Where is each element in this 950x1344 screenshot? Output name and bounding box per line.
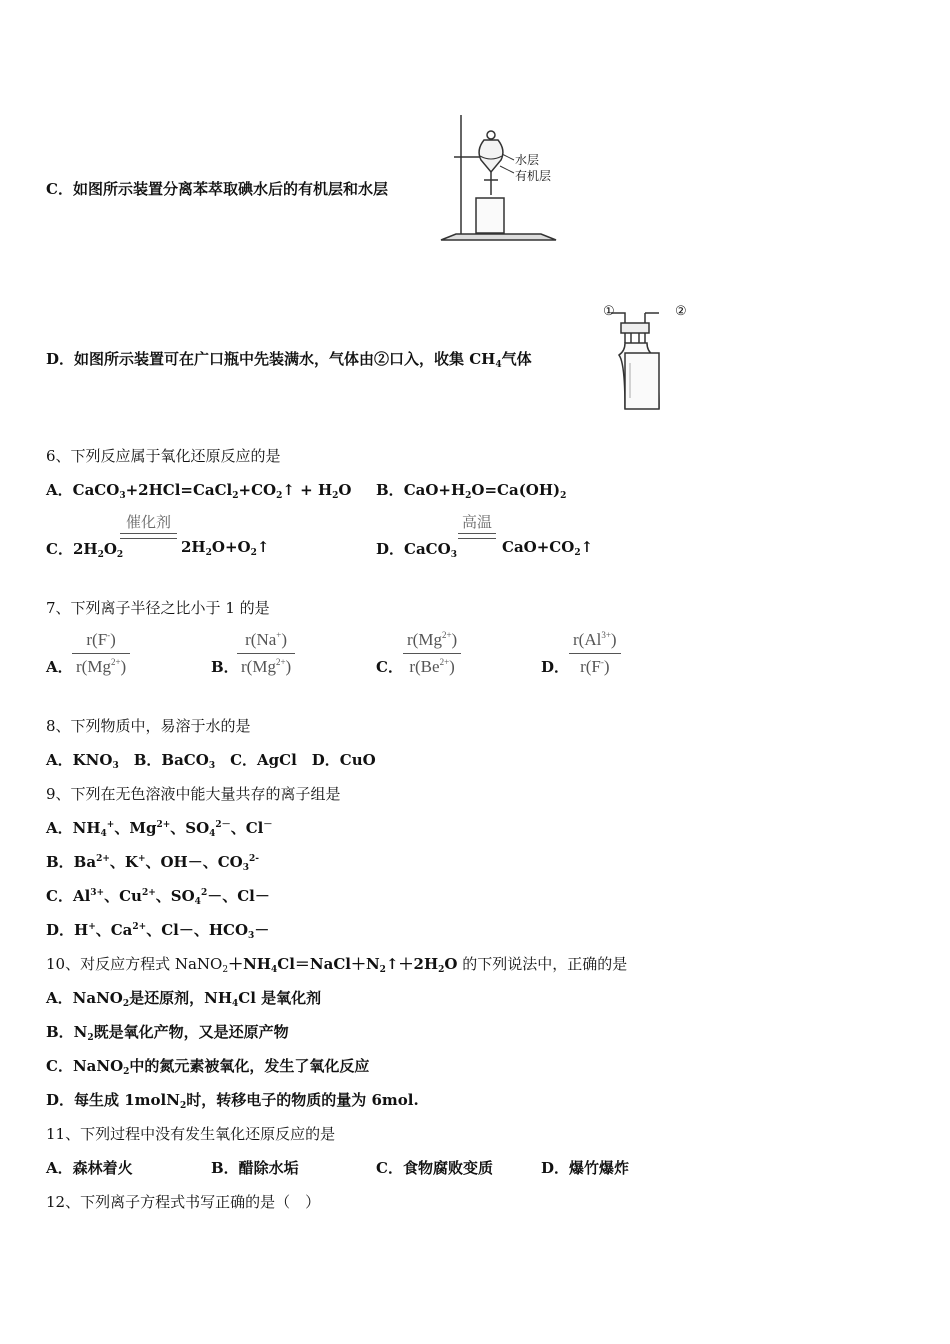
bottle-port-2: ② (675, 304, 687, 319)
q7-a-label: A． (46, 658, 73, 676)
q6-option-a: A．$CaCO_3+2HCl=CaCl_2+CO_2↑ + H_2O$ (46, 481, 352, 501)
q8-stem: 8、下列物质中，易溶于水的是 (46, 717, 251, 735)
q7-c-label: C． (376, 658, 403, 676)
q9-option-c: C．$Al^{3+}$、$Cu^{2+}$、$SO_4^2-$、Cl－ (46, 887, 270, 907)
q6-option-c: C．$2H_2O_2$ (46, 540, 124, 560)
q11-option-c: C．食物腐败变质 (376, 1159, 493, 1177)
q12-stem: 12、下列离子方程式书写正确的是（ ） (46, 1193, 321, 1211)
q7-stem: 7、下列离子半径之比小于 1 的是 (46, 599, 270, 617)
q11-option-b: B．醋除水垢 (211, 1159, 299, 1177)
q7-d-fraction: $\frac{r(Al^{3+})}{r(F^-)}$ (569, 630, 621, 677)
q6-d-condition: 高温 (458, 514, 496, 539)
q9-option-b: B．$Ba^{2+}$、K+、OH－、$CO_3^{2-}$ (46, 853, 259, 873)
q7-b-fraction: $\frac{r(Na^+)}{r(Mg^{2+})}$ (237, 630, 295, 677)
q10-option-d: D．每生成 1molN$_2$时，转移电子的物质的量为 6mol. (46, 1091, 419, 1111)
q9-option-a: A．$NH_4^+$、$Mg^{2+}$、$SO_4^{2-}$、Cl－ (46, 819, 273, 839)
q6-option-c-product: $2H_2O+O_2↑$ (181, 538, 270, 558)
q10-option-c: C．NaNO$_2$中的氮元素被氧化，发生了氧化反应 (46, 1057, 370, 1077)
q6-option-d: D．CaCO$_3$ (376, 540, 457, 560)
q10-option-b: B．$N_2$既是氧化产物，又是还原产物 (46, 1023, 289, 1043)
q6-option-b: B．$CaO+H_2O=Ca(OH)_2$ (376, 481, 567, 501)
q5-option-c: C．如图所示装置分离苯萃取碘水后的有机层和水层 (46, 180, 388, 198)
q6-option-d-product: $CaO+CO_2↑$ (502, 538, 594, 558)
funnel-label-water: 水层 (515, 153, 540, 167)
gas-bottle-figure (583, 293, 688, 418)
q7-c-fraction: $\frac{r(Mg^{2+})}{r(Be^{2+})}$ (403, 630, 461, 677)
q7-a-fraction: $\frac{r(F^-)}{r(Mg^{2+})}$ (72, 630, 130, 677)
q8-options: A．$KNO_3$ B．BaCO$_3$ C．AgCl D．CuO (46, 751, 376, 771)
bottle-port-1: ① (603, 304, 615, 319)
q9-stem: 9、下列在无色溶液中能大量共存的离子组是 (46, 785, 341, 803)
q11-option-d: D．爆竹爆炸 (541, 1159, 630, 1177)
q6-stem: 6、下列反应属于氧化还原反应的是 (46, 447, 281, 465)
q11-stem: 11、下列过程中没有发生氧化还原反应的是 (46, 1125, 336, 1143)
q10-stem: 10、对反应方程式 $NaNO_2+NH_4Cl=NaCl+N_2↑+2H_2O$ 的下列说法中，正确的是 (46, 955, 628, 975)
q5-option-d: D．如图所示装置可在广口瓶中先装满水，气体由②口入，收集 $CH_4$气体 (46, 350, 532, 370)
q11-option-a: A．森林着火 (46, 1159, 133, 1177)
q9-option-d: D．H+、$Ca^{2+}$、Cl－、$HCO_3-$ (46, 921, 270, 941)
q6-c-condition: 催化剂 (120, 514, 177, 539)
q10-option-a: A．NaNO$_2$是还原剂，$NH_4Cl$ 是氧化剂 (46, 989, 322, 1009)
q7-d-label: D． (541, 658, 570, 676)
funnel-label-organic: 有机层 (515, 169, 552, 183)
q7-b-label: B． (211, 658, 239, 676)
